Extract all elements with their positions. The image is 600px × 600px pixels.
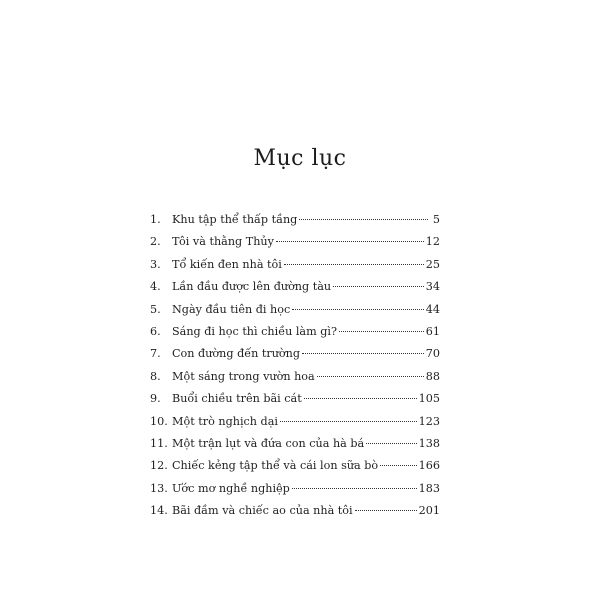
toc-entry — [150, 303, 440, 325]
toc-entry-number: 10. — [150, 414, 168, 428]
dot-leader — [355, 510, 417, 511]
toc-entry-number: 1. — [150, 213, 161, 226]
toc-entry — [150, 437, 440, 459]
dot-leader — [284, 264, 424, 265]
dot-leader — [339, 331, 424, 332]
toc-entry — [150, 280, 440, 302]
dot-leader — [333, 286, 424, 287]
page-title: Mục lục — [253, 146, 347, 171]
dot-leader — [276, 241, 424, 242]
toc-entry-page: 201 — [418, 504, 440, 518]
toc-entry — [150, 258, 440, 280]
toc-entry-title: Sáng đi học thì chiều làm gì? — [172, 324, 337, 338]
toc-entry-number: 4. — [150, 280, 161, 294]
toc-entry-number: 8. — [150, 369, 161, 383]
toc-entry — [150, 482, 440, 504]
toc-entry-page: 183 — [418, 481, 440, 495]
toc-entry-title: Khu tập thể thấp tầng — [172, 213, 298, 226]
dot-leader — [292, 309, 424, 310]
toc-entry-number: 3. — [150, 257, 161, 271]
toc-entry-number: 9. — [150, 392, 161, 406]
dot-leader — [302, 353, 424, 354]
toc-entry-title: Ngày đầu tiên đi học — [172, 302, 291, 316]
toc-entry-title: Tôi và thằng Thủy — [172, 235, 274, 249]
dot-leader — [380, 465, 416, 466]
toc-entry-title: Một sáng trong vườn hoa — [172, 369, 315, 383]
toc-entry — [150, 213, 440, 235]
toc-entry-page: 88 — [425, 369, 440, 383]
toc-entry-number: 14. — [150, 504, 168, 518]
toc-entry-page: 123 — [418, 414, 440, 428]
toc-entry — [150, 370, 440, 392]
toc-entry-title: Buổi chiều trên bãi cát — [172, 392, 302, 406]
toc-entry-number: 11. — [150, 436, 168, 450]
toc-entry — [150, 459, 440, 481]
toc-entry-title: Con đường đến trường — [172, 347, 301, 361]
toc-entry-title: Tổ kiến đen nhà tôi — [172, 257, 282, 271]
toc-entry-page: 12 — [425, 235, 440, 249]
toc-entry — [150, 504, 440, 526]
dot-leader — [280, 421, 417, 422]
toc-entry-title: Chiếc kẻng tập thể và cái lon sữa bò — [172, 459, 379, 473]
toc-entry-number: 6. — [150, 324, 161, 338]
toc-entry-title: Bãi đầm và chiếc ao của nhà tôi — [172, 504, 353, 518]
dot-leader — [366, 443, 416, 444]
toc-entry-number: 7. — [150, 347, 161, 361]
toc-entry — [150, 347, 440, 369]
dot-leader — [317, 376, 424, 377]
toc-entry-page: 34 — [425, 280, 440, 294]
toc-entry-number: 2. — [150, 235, 161, 249]
toc-entry-number: 5. — [150, 302, 161, 316]
toc-entry — [150, 325, 440, 347]
toc-entry — [150, 415, 440, 437]
toc-entry-title: Một trò nghịch dại — [172, 414, 278, 428]
dot-leader — [304, 398, 417, 399]
toc-entry-page: 105 — [418, 392, 440, 406]
toc-entry-page: 70 — [425, 347, 440, 361]
toc-entry-page: 166 — [418, 459, 440, 473]
toc-entry-page: 5 — [432, 213, 440, 226]
table-of-contents — [150, 213, 440, 526]
dot-leader — [299, 219, 428, 220]
toc-entry — [150, 392, 440, 414]
toc-entry-page: 138 — [418, 436, 440, 450]
dot-leader — [292, 488, 417, 489]
toc-entry-title: Ước mơ nghề nghiệp — [172, 481, 290, 495]
toc-entry-page: 25 — [425, 257, 440, 271]
toc-entry-number: 13. — [150, 481, 168, 495]
toc-entry-number: 12. — [150, 459, 168, 473]
toc-entry-page: 44 — [425, 302, 440, 316]
toc-entry-title: Lần đầu được lên đường tàu — [172, 280, 332, 294]
toc-entry — [150, 235, 440, 257]
toc-entry-page: 61 — [425, 324, 440, 338]
toc-entry-title: Một trận lụt và đứa con của hà bá — [172, 436, 365, 450]
